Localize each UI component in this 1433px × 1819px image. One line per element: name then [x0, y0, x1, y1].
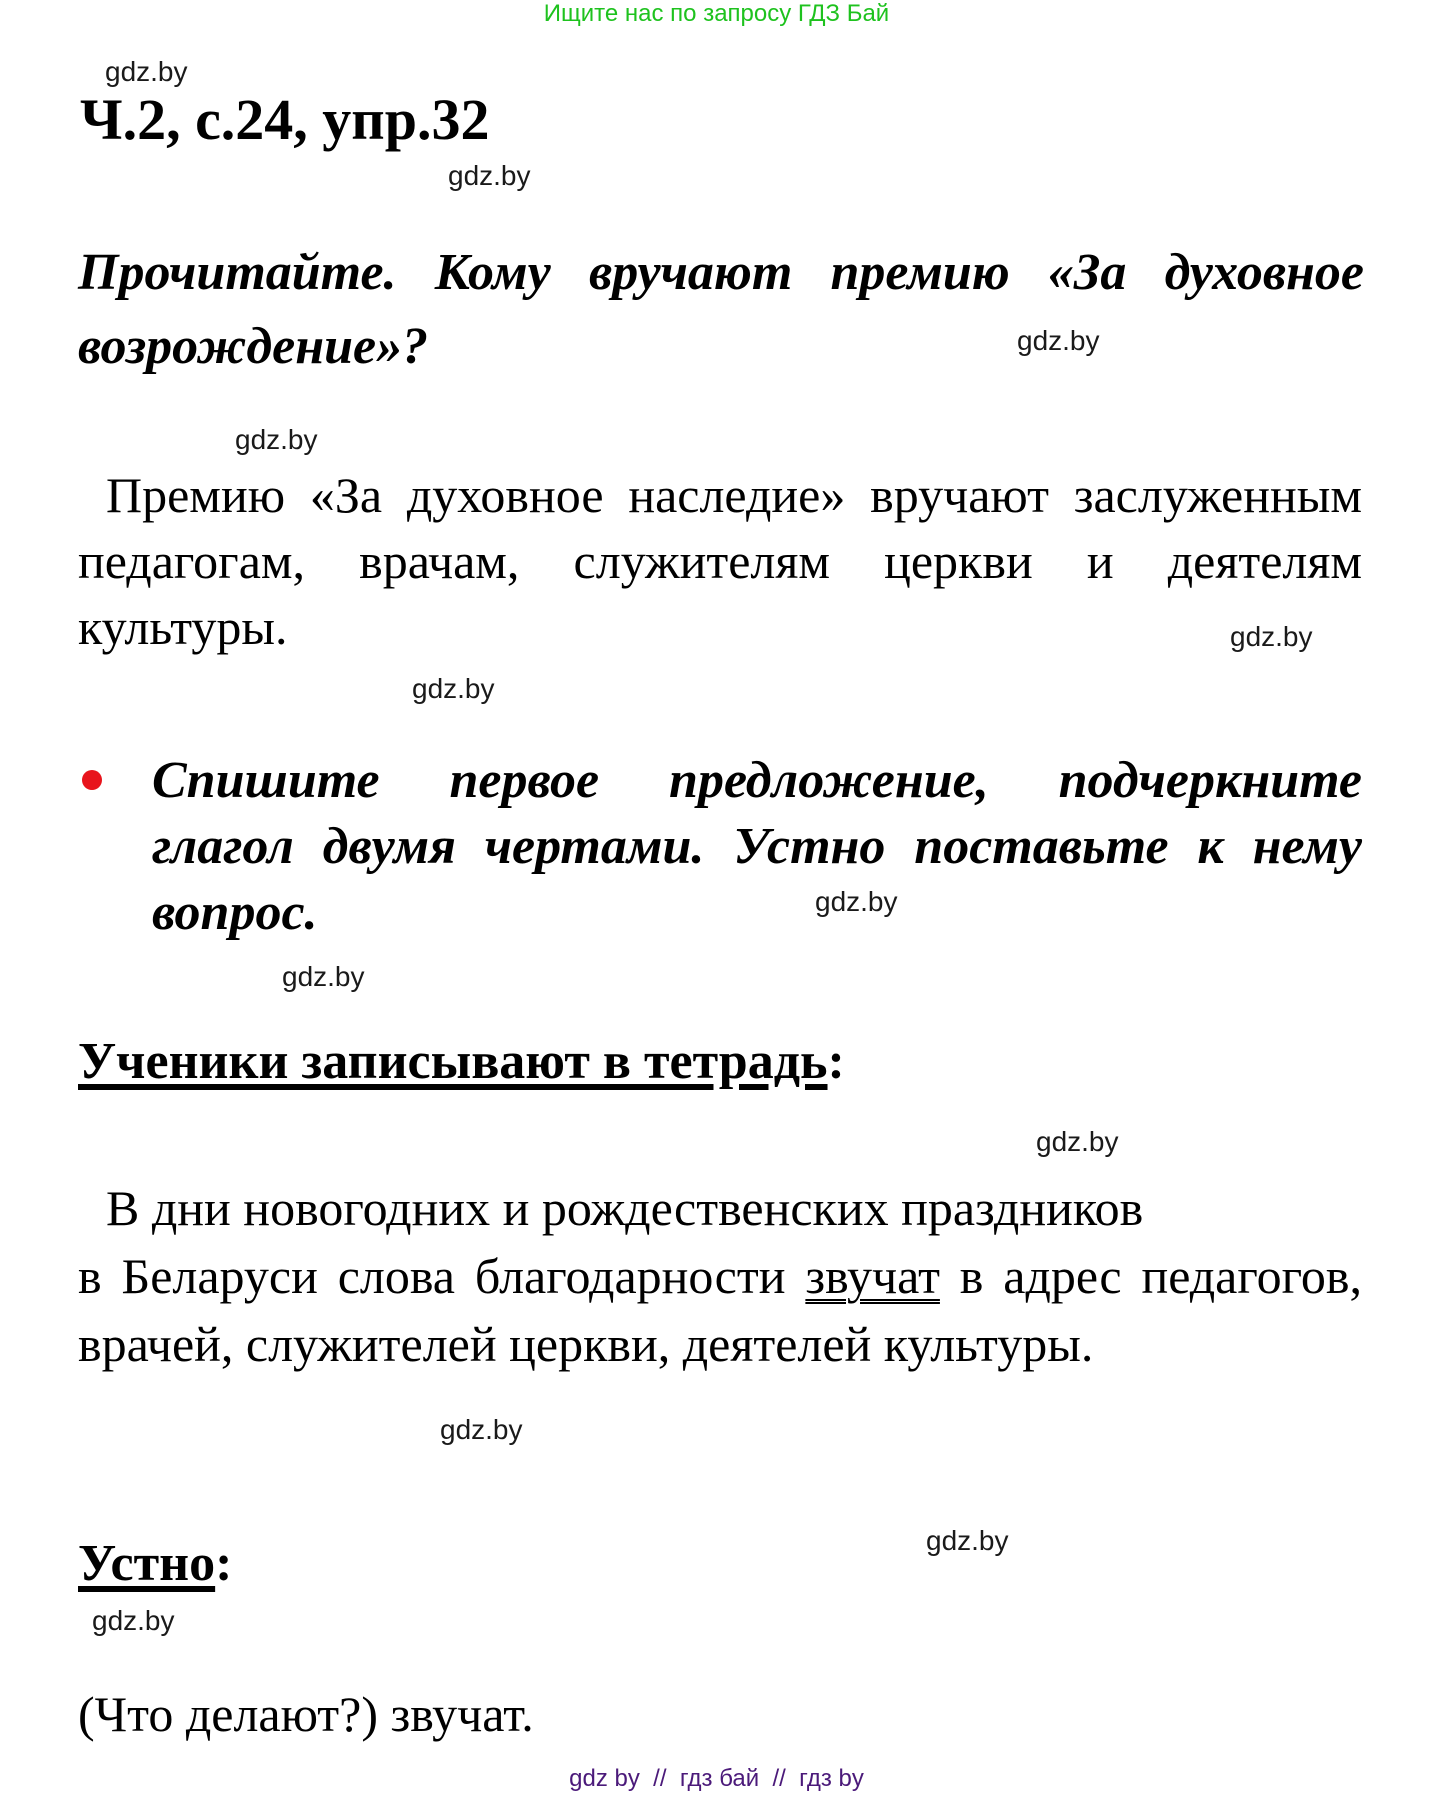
- oral-heading-text: Устно: [78, 1535, 216, 1592]
- watermark: gdz.by: [412, 673, 495, 704]
- reading-paragraph: [78, 462, 1362, 660]
- answer-paragraph: [78, 1174, 1362, 1378]
- watermark: gdz.by: [1017, 325, 1100, 356]
- task-instruction: Спишите первое предложение, подчеркните глагол двумя чертами. Устно поставьте к нему вопрос.: [152, 752, 1362, 941]
- watermark: gdz.by: [815, 886, 898, 917]
- watermark: gdz.by: [1230, 621, 1313, 652]
- answer-text-before: в Беларуси слова благодарности: [78, 1248, 806, 1304]
- exercise-question: Прочитайте. Кому вручают премию «За духовное возрождение»?: [78, 244, 1364, 375]
- underlined-verb: звучат: [805, 1248, 940, 1304]
- oral-answer: (Что делают?) звучат.: [78, 1686, 534, 1742]
- answer-text-after: в адрес педагогов, врачей, служителей церкви, деятелей культуры.: [78, 1248, 1363, 1372]
- watermark: gdz.by: [92, 1605, 175, 1636]
- oral-heading: [78, 1532, 232, 1596]
- answer-line-1: В дни новогодних и рождественских праздников: [106, 1180, 1144, 1236]
- page-title: Ч.2, с.24, упр.32: [80, 87, 490, 152]
- notebook-heading-text: Ученики записывают в тетрадь: [78, 1033, 828, 1090]
- watermark: gdz.by: [440, 1414, 523, 1445]
- notebook-heading-colon: :: [827, 1033, 845, 1090]
- watermark: gdz.by: [1036, 1126, 1119, 1157]
- watermark: gdz.by: [105, 56, 188, 87]
- watermark: gdz.by: [926, 1525, 1009, 1556]
- search-banner: Ищите нас по запросу ГДЗ Бай: [543, 0, 890, 27]
- bullet-icon: [82, 770, 102, 790]
- watermark: gdz.by: [282, 961, 365, 992]
- watermark: gdz.by: [448, 160, 531, 191]
- footer-links: gdz by // гдз бай // гдз by: [569, 1765, 864, 1792]
- notebook-heading: [78, 1030, 845, 1094]
- oral-heading-colon: :: [215, 1535, 233, 1592]
- reading-paragraph-text: Премию «За духовное наследие» вручают заслуженным педагогам, врачам, служителям церкви и деятелям культуры.: [78, 467, 1362, 655]
- watermark: gdz.by: [235, 424, 318, 455]
